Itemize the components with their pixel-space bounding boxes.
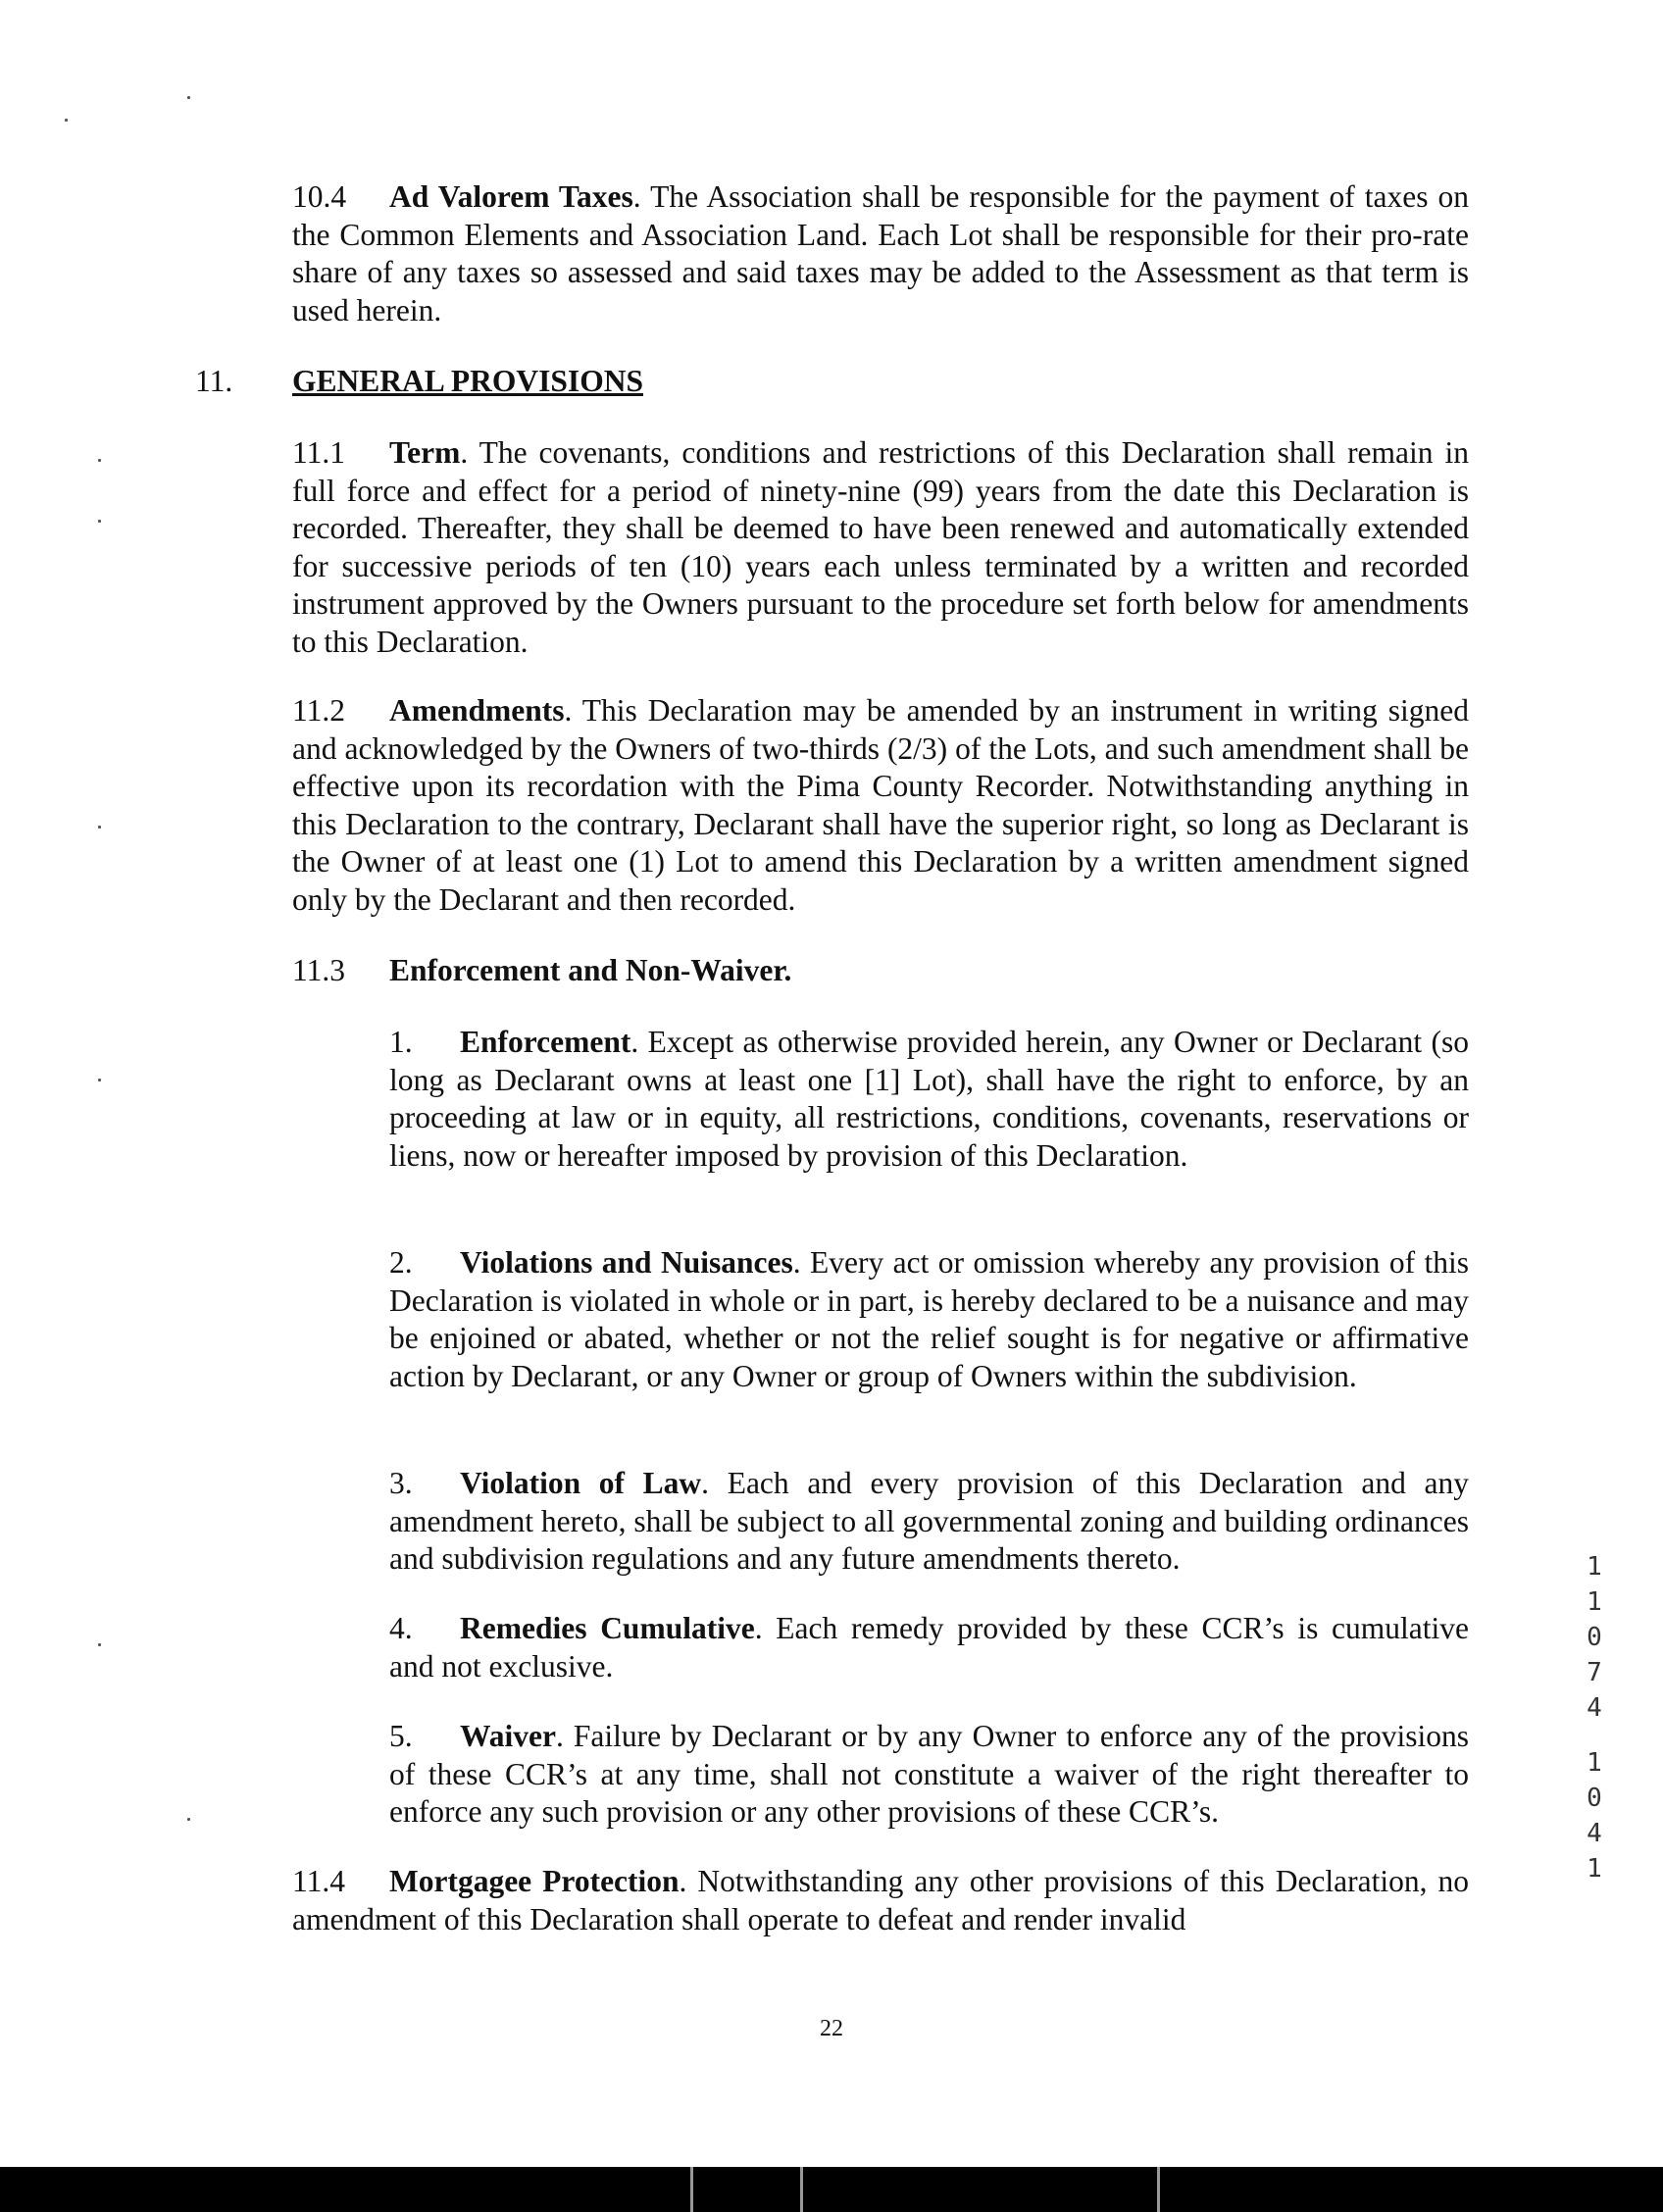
item-number: 5. (389, 1719, 413, 1753)
stamp-digit: 1 (1587, 1748, 1602, 1778)
stamp-digit: 0 (1587, 1623, 1602, 1652)
section-11-4 (292, 1863, 1469, 1938)
section-number: 11.1 (292, 435, 345, 470)
section-number: 11.3 (292, 953, 345, 987)
item-body: . Every act or omission whereby any provision of this Declaration is violated in whole or in part, is hereby declared to be a nuisance and may be enjoined or abated, whether or not the relief sought is for negative or affirmative action by Declarant, or any Owner or group of Owners within the subdivision. (389, 1245, 1470, 1393)
item-number: 1. (389, 1025, 413, 1059)
page-number: 22 (820, 2016, 843, 2041)
scan-speck (98, 459, 101, 462)
section-title: Enforcement and Non-Waiver (389, 953, 784, 987)
scan-speck (65, 119, 68, 122)
scan-footer-bar (0, 2167, 1663, 2212)
subsection-item (389, 1465, 1469, 1579)
stamp-digit: 4 (1587, 1819, 1602, 1848)
item-title: Violations and Nuisances (460, 1245, 793, 1280)
item-number: 3. (389, 1466, 413, 1500)
item-body: . Failure by Declarant or by any Owner to enforce any of the provisions of these CCR’s at any time, shall not constitute a waiver of the right thereafter to enforce any such provision or any other provisions of these CCR’s. (389, 1719, 1469, 1829)
scan-speck (187, 96, 190, 99)
stamp-digit: 4 (1587, 1693, 1602, 1723)
section-title: Term (389, 435, 461, 470)
section-11-3 (292, 952, 1469, 990)
stamp-digit: 0 (1587, 1784, 1602, 1813)
section-body: . This Declaration may be amended by an instrument in writing signed and acknowledged by the Owners of two-thirds (2/3) of the Lots, and such amendment shall be effective upon its recordation with the Pima County Recorder. Notwithstanding anything in this Declaration to the contrary, Declarant shall have the superior right, so long as Declarant is the Owner of at least one (1) Lot to amend this Declaration by a written amendment signed only by the Declarant and then recorded. (292, 693, 1469, 917)
section-body: . Notwithstanding any other provisions of this Declaration, no amendment of this Declaration shall operate to defeat and render invalid (292, 1864, 1469, 1936)
scan-artifact-line (1157, 2167, 1160, 2212)
stamp-digit: 1 (1587, 1552, 1602, 1582)
heading-title: GENERAL PROVISIONS (292, 364, 643, 398)
subsection-item (389, 1610, 1469, 1685)
scan-speck (98, 826, 101, 829)
scan-speck (98, 1079, 101, 1081)
section-11-2 (292, 692, 1469, 919)
item-title: Violation of Law (460, 1466, 702, 1500)
subsection-item (389, 1244, 1469, 1395)
recording-stamp (1583, 1745, 1606, 1886)
stamp-digit: 7 (1587, 1658, 1602, 1687)
scan-speck (187, 1818, 190, 1821)
item-body: . Each remedy provided by these CCR’s is cumulative and not exclusive. (389, 1611, 1470, 1684)
recording-stamp (1583, 1549, 1606, 1726)
section-10-4 (292, 178, 1469, 329)
item-title: Enforcement (460, 1025, 631, 1059)
item-body: . Except as otherwise provided herein, any Owner or Declarant (so long as Declarant owns at least one [1] Lot), shall have the right to enforce, by an proceeding at law or in equity, all restrictions, conditions, covenants, reservations or liens, now or hereafter imposed by provision of this Declaration. (389, 1025, 1469, 1173)
item-title: Remedies Cumulative (460, 1611, 755, 1645)
heading-number: 11. (195, 364, 233, 398)
section-title-suffix: . (783, 953, 792, 987)
section-number: 10.4 (292, 179, 347, 214)
subsection-item (389, 1024, 1469, 1175)
scan-speck (98, 1643, 101, 1646)
section-title: Mortgagee Protection (389, 1864, 680, 1898)
item-number: 2. (389, 1245, 413, 1280)
section-body: . The covenants, conditions and restrictions of this Declaration shall remain in full force and effect for a period of ninety-nine (99) years from the date this Declaration is recorded. Thereafter, they shall be deemed to have been renewed and automatically extended for successive periods of ten (10) years each unless terminated by a written and recorded instrument approved by the Owners pursuant to the procedure set forth below for amendments to this Declaration. (292, 435, 1469, 659)
scan-artifact-line (800, 2167, 803, 2212)
section-number: 11.2 (292, 693, 345, 728)
item-title: Waiver (460, 1719, 556, 1753)
item-body: . Each and every provision of this Declaration and any amendment hereto, shall be subject to all governmental zoning and building ordinances and subdivision regulations and any future amendments thereto. (389, 1466, 1469, 1576)
section-number: 11.4 (292, 1864, 345, 1898)
scan-artifact-line (690, 2167, 693, 2212)
section-title: Amendments (389, 693, 565, 728)
subsection-item (389, 1718, 1469, 1832)
section-title: Ad Valorem Taxes (389, 179, 633, 214)
section-body: . The Association shall be responsible for the payment of taxes on the Common Elements and Association Land. Each Lot shall be responsible for their pro-rate share of any taxes so assessed and said taxes may be added to the Assessment as that term is used herein. (292, 179, 1469, 327)
scan-speck (98, 520, 101, 523)
item-number: 4. (389, 1611, 413, 1645)
stamp-digit: 1 (1587, 1854, 1602, 1884)
section-11-1 (292, 434, 1469, 661)
stamp-digit: 1 (1587, 1587, 1602, 1617)
